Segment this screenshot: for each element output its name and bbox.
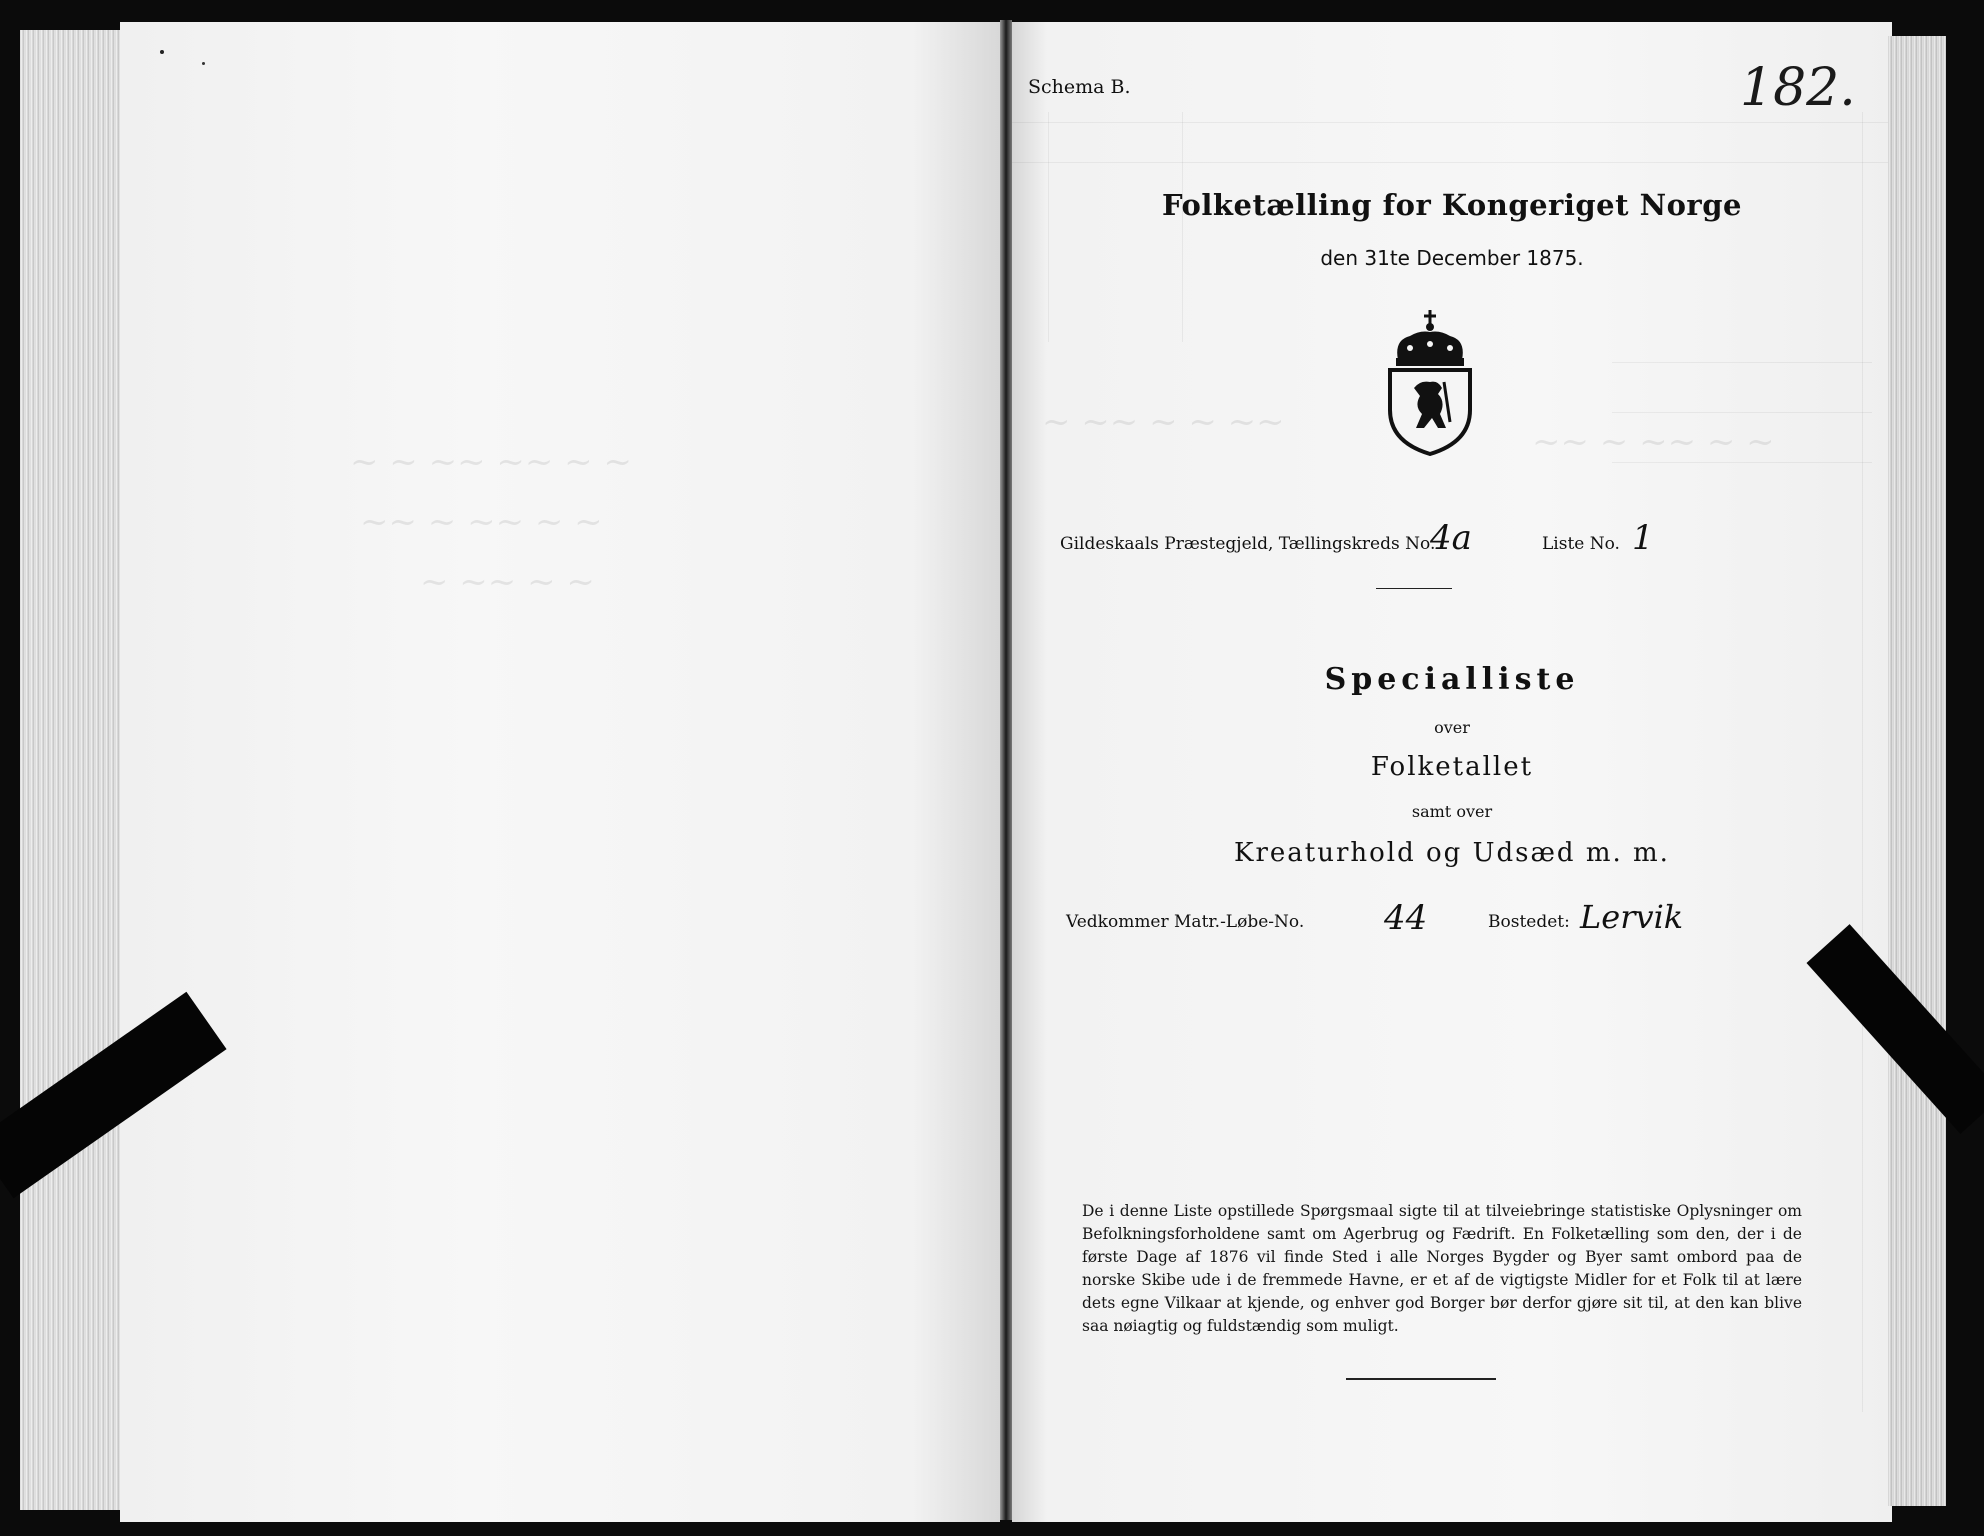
bleed-line: [1012, 122, 1892, 123]
circuit-number-handwritten: 4a: [1430, 518, 1472, 558]
list-label: Liste No.: [1542, 534, 1620, 554]
schema-label: Schema B.: [1028, 76, 1131, 98]
bleed-through-text: ~ ~~ ~ ~: [420, 562, 595, 602]
norway-coat-of-arms-icon: [1380, 310, 1480, 456]
census-date: den 31te December 1875.: [1320, 246, 1584, 270]
matr-number-handwritten: 44: [1384, 898, 1428, 938]
bottom-divider: [1346, 1378, 1496, 1380]
bleed-line: [1012, 162, 1892, 163]
bleed-line: [1182, 112, 1183, 342]
right-page-edges: [1888, 36, 1946, 1506]
bleed-line: [1612, 412, 1872, 413]
specialliste-heading: Specialliste: [1324, 662, 1580, 697]
divider: [1376, 588, 1452, 589]
bleed-through-text: ~~ ~ ~~ ~ ~: [1532, 422, 1775, 462]
district-row: [1060, 534, 1435, 554]
page-title: Folketælling for Kongeriget Norge: [1162, 188, 1742, 222]
instructions-paragraph: De i denne Liste opstillede Spørgsmaal sigte til at tilveiebringe statistiske Oplysninger om Befolkningsforholdene samt om Agerbrug og Fædrift. En Folketælling som den, der i de første Dage af 1876 vil finde Sted i alle Norges Bygder og Byer samt ombord paa de norske Skibe ude i de fremmede Havne, er et af de vigtigste Midler for et Folk til at lære dets egne Vilkaar at kjende, og enhver god Borger bør derfor gjøre sit til, at den kan blive saa nøiagtig og fuldstændig som muligt.: [1082, 1202, 1802, 1335]
left-page: [120, 22, 1000, 1522]
bosted-handwritten: Lervik: [1580, 898, 1684, 936]
samt-over-label: samt over: [1411, 802, 1493, 821]
bleed-line: [1048, 112, 1049, 342]
kreaturhold-heading: Kreaturhold og Udsæd m. m.: [1234, 838, 1670, 868]
speck: [202, 62, 205, 65]
bleed-through-text: ~ ~ ~~ ~~ ~ ~: [350, 442, 632, 482]
parish-label: Gildeskaals Præstegjeld,: [1060, 534, 1274, 554]
folketallet-heading: Folketallet: [1370, 752, 1534, 782]
over-label: over: [1434, 718, 1470, 737]
list-number-handwritten: 1: [1632, 518, 1654, 558]
bleed-line: [1612, 362, 1872, 363]
bosted-label: Bostedet:: [1488, 912, 1570, 932]
bleed-through-text: ~ ~~ ~ ~ ~~: [1042, 402, 1285, 442]
matr-label: Vedkommer Matr.-Løbe-No.: [1066, 912, 1305, 932]
circuit-label: Tællingskreds No.: [1278, 534, 1436, 554]
page-number: 182.: [1740, 58, 1856, 118]
bleed-through-text: ~~ ~ ~~ ~ ~: [360, 502, 603, 542]
speck: [160, 50, 164, 54]
bleed-line: [1612, 462, 1872, 463]
book-gutter: [1000, 20, 1012, 1520]
